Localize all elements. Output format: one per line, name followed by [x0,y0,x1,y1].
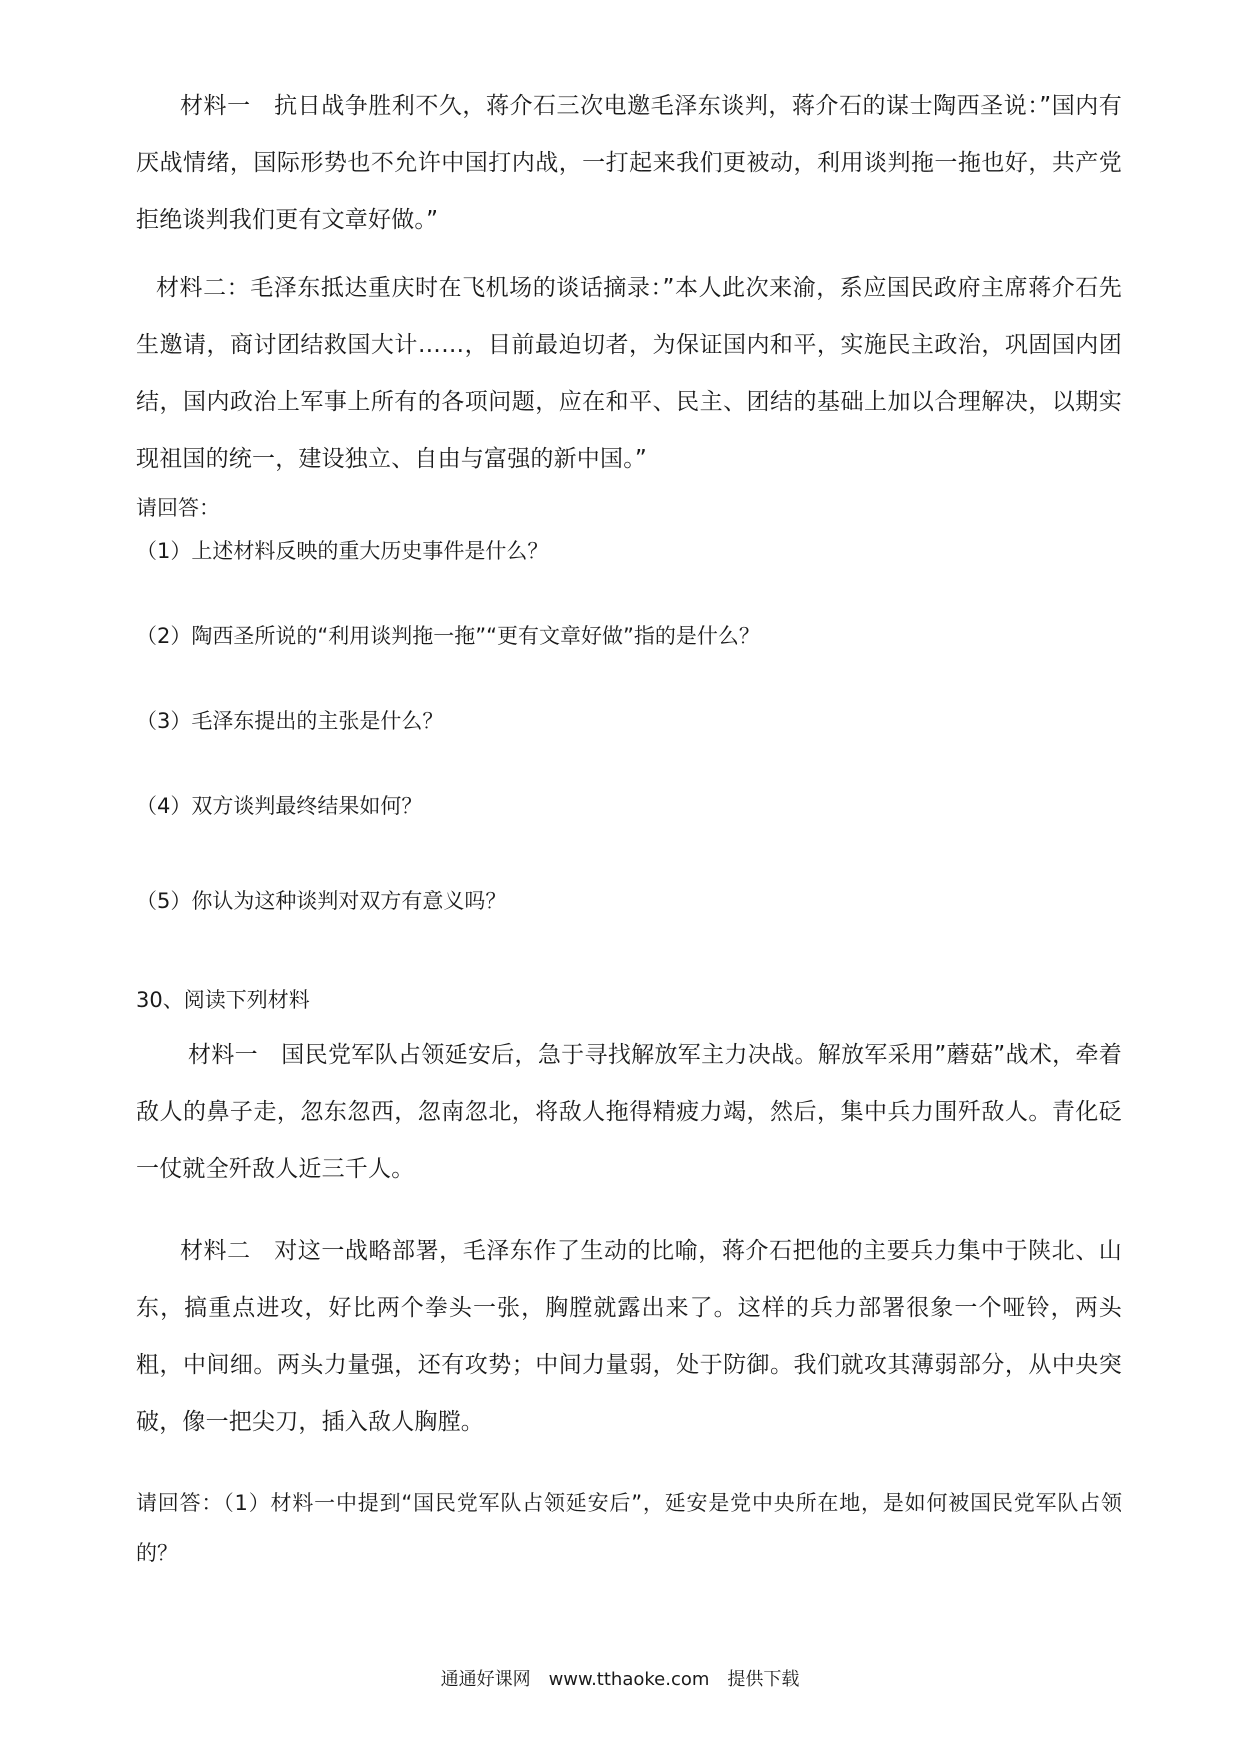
page-footer: 通通好课网 www.tthaoke.com 提供下载 [440,1669,800,1690]
question-1-4: （4）双方谈判最终结果如何？ [136,794,423,818]
answer-prompt-2: 请回答：（1）材料一中提到“国民党军队占领延安后”，延安是党中央所在地，是如何被国民党军队占领的？ [136,1491,1122,1565]
material-1-paragraph-1: 材料一 抗日战争胜利不久，蒋介石三次电邀毛泽东谈判，蒋介石的谋士陶西圣说：”国内有厌战情绪，国际形势也不允许中国打内战，一打起来我们更被动，利用谈判拖一拖也好，共产党拒绝谈判我们更有文章好做。” [136,93,1122,233]
question-1-5: （5）你认为这种谈判对双方有意义吗？ [136,889,507,913]
answer-prompt-1: 请回答： [136,496,220,520]
question-1-1: （1）上述材料反映的重大历史事件是什么？ [136,539,549,563]
question-1-3: （3）毛泽东提出的主张是什么？ [136,709,444,733]
material-2-paragraph-1: 材料一 国民党军队占领延安后，急于寻找解放军主力决战。解放军采用”蘑菇”战术，牵着敌人的鼻子走，忽东忽西，忽南忽北，将敌人拖得精疲力竭，然后，集中兵力围歼敌人。青化砭一仗就全歼敌人近三千人。 [136,1042,1122,1182]
section-30-title: 30、阅读下列材料 [136,988,310,1012]
question-1-2: （2）陶西圣所说的“利用谈判拖一拖”“更有文章好做”指的是什么？ [136,624,760,648]
material-1-paragraph-2: 材料二：毛泽东抵达重庆时在飞机场的谈话摘录：”本人此次来渝，系应国民政府主席蒋介石先生邀请，商讨团结救国大计……，目前最迫切者，为保证国内和平，实施民主政治，巩固国内团结，国内政治上军事上所有的各项问题，应在和平、民主、团结的基础上加以合理解决，以期实现祖国的统一，建设独立、自由与富强的新中国。” [136,275,1122,472]
material-2-paragraph-2: 材料二 对这一战略部署，毛泽东作了生动的比喻，蒋介石把他的主要兵力集中于陕北、山东，搞重点进攻，好比两个拳头一张，胸膛就露出来了。这样的兵力部署很象一个哑铃，两头粗，中间细。两头力量强，还有攻势；中间力量弱，处于防御。我们就攻其薄弱部分，从中央突破，像一把尖刀，插入敌人胸膛。 [136,1238,1122,1435]
